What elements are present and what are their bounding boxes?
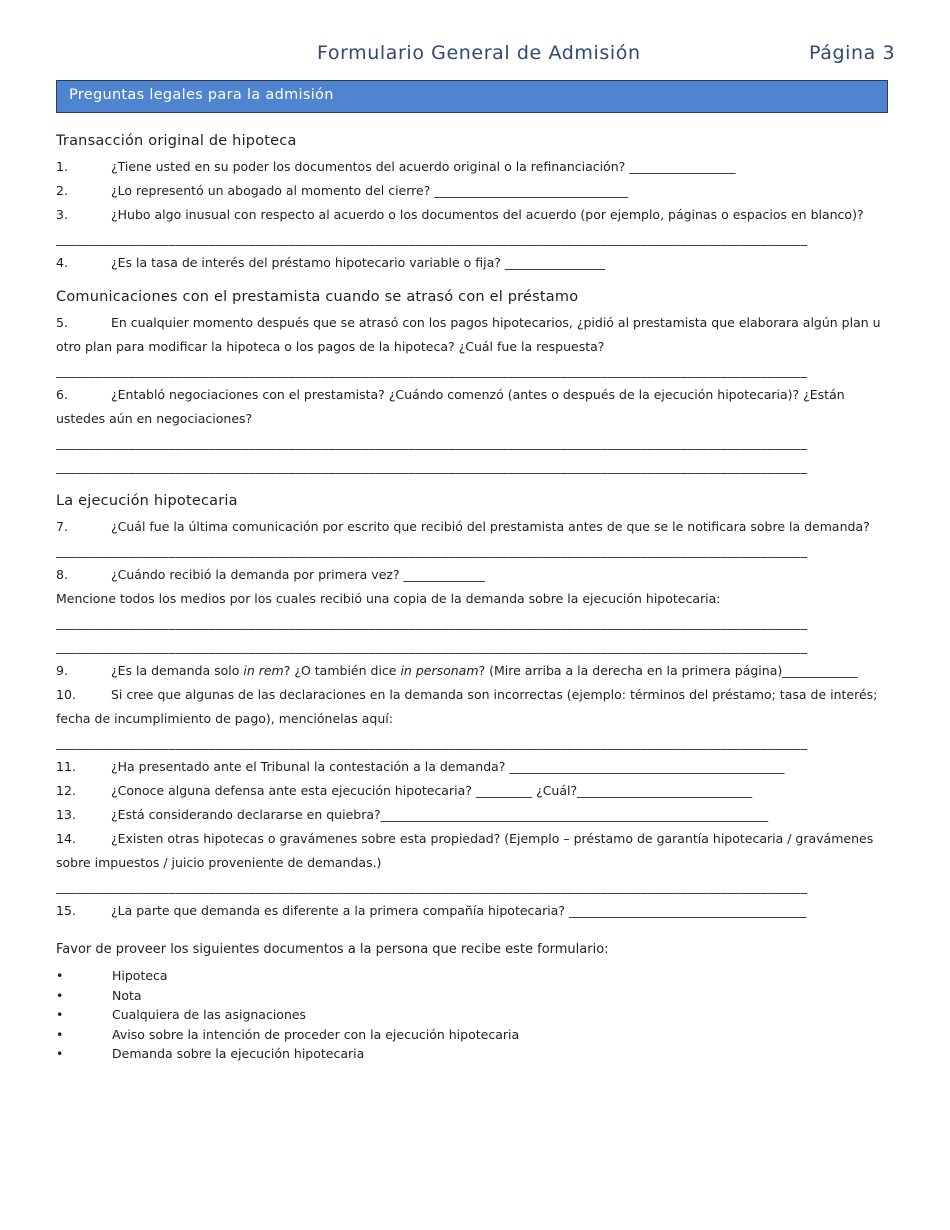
question-2[interactable]: [56, 179, 886, 203]
question-text: ¿Tiene usted en su poder los documentos del acuerdo original o la refinanciación? _________________: [111, 159, 736, 174]
form-content: [56, 130, 886, 1064]
question-number: 9.: [56, 663, 68, 678]
question-text: ¿Entabló negociaciones con el prestamista? ¿Cuándo comenzó (antes o después de la ejecución hipotecaria)? ¿Están ustedes aún en negociaciones?: [56, 387, 845, 426]
question-10[interactable]: [56, 683, 886, 731]
question-number: 5.: [56, 315, 68, 330]
section-heading-foreclosure: La ejecución hipotecaria: [56, 493, 238, 509]
bullet-icon: •: [56, 1046, 64, 1061]
question-9[interactable]: [56, 659, 886, 683]
answer-line[interactable]: _________________________________________________________________________________________________________________: [56, 435, 808, 450]
answer-line[interactable]: _________________________________________________________________________________________________________________: [56, 459, 808, 474]
question-number: 12.: [56, 783, 76, 798]
list-item: • Cualquiera de las asignaciones: [56, 1005, 886, 1025]
section-heading-original-transaction: Transacción original de hipoteca: [56, 133, 297, 149]
question-text: ¿Cuál fue la última comunicación por escrito que recibió del prestamista antes de que se le notificara sobre la demanda?: [111, 519, 870, 534]
question-text: En cualquier momento después que se atrasó con los pagos hipotecarios, ¿pidió al prestamista que elaborara algún plan u otro plan para modificar la hipoteca o los pagos de la hipoteca? ¿Cuál fue la respuesta?: [56, 315, 881, 354]
question-7[interactable]: [56, 515, 886, 539]
question-text: ¿Lo representó un abogado al momento del cierre? _______________________________: [111, 183, 629, 198]
question-3[interactable]: [56, 203, 886, 227]
bullet-icon: •: [56, 968, 64, 983]
question-text: ¿Es la demanda solo in rem? ¿O también dice in personam? (Mire arriba a la derecha en la primera página)____________: [111, 663, 858, 678]
question-13[interactable]: [56, 803, 886, 827]
question-11[interactable]: [56, 755, 886, 779]
question-number: 13.: [56, 807, 76, 822]
question-number: 11.: [56, 759, 76, 774]
bullet-icon: •: [56, 1026, 64, 1042]
question-4[interactable]: [56, 251, 886, 275]
question-14[interactable]: [56, 827, 886, 875]
question-text: ¿Existen otras hipotecas o gravámenes sobre esta propiedad? (Ejemplo – préstamo de garantía hipotecaria / gravámenes sobre impuestos / juicio proveniente de demandas.): [56, 831, 874, 870]
answer-line[interactable]: _________________________________________________________________________________________________________________: [56, 639, 808, 654]
list-item: • Hipoteca: [56, 966, 886, 986]
question-6[interactable]: [56, 383, 886, 431]
form-title: Formulario General de Admisión: [317, 42, 641, 64]
question-5[interactable]: [56, 311, 886, 359]
page-number: Página 3: [809, 42, 896, 64]
question-text: Si cree que algunas de las declaraciones en la demanda son incorrectas (ejemplo: términos del préstamo; tasa de interés; fecha de incumplimiento de pago), menciónelas aquí:: [56, 687, 878, 726]
question-number: 14.: [56, 831, 76, 846]
answer-line[interactable]: _________________________________________________________________________________________________________________: [56, 735, 808, 750]
answer-line[interactable]: _________________________________________________________________________________________________________________: [56, 363, 808, 378]
question-number: 15.: [56, 903, 76, 918]
question-text: ¿Hubo algo inusual con respecto al acuerdo o los documentos del acuerdo (por ejemplo, páginas o espacios en blanco)?: [111, 207, 864, 222]
answer-line[interactable]: _________________________________________________________________________________________________________________: [56, 879, 808, 894]
documents-list: [56, 966, 886, 1064]
question-number: 4.: [56, 255, 68, 270]
question-number: 3.: [56, 207, 68, 222]
question-text: ¿Cuándo recibió la demanda por primera vez? _____________: [111, 567, 485, 582]
question-8-followup: Mencione todos los medios por los cuales recibió una copia de la demanda sobre la ejecución hipotecaria:: [56, 591, 721, 606]
documents-intro: Favor de proveer los siguientes documentos a la persona que recibe este formulario:: [56, 942, 609, 957]
bullet-icon: •: [56, 1007, 64, 1022]
question-number: 7.: [56, 519, 68, 534]
section-heading-lender-communications: Comunicaciones con el prestamista cuando se atrasó con el préstamo: [56, 289, 579, 305]
question-number: 8.: [56, 567, 68, 582]
question-number: 1.: [56, 159, 68, 174]
answer-line[interactable]: _________________________________________________________________________________________________________________: [56, 543, 808, 558]
question-text: ¿Es la tasa de interés del préstamo hipotecario variable o fija? ________________: [111, 255, 605, 270]
section-banner: [56, 80, 888, 113]
question-number: 10.: [56, 687, 76, 702]
question-text: ¿Está considerando declararse en quiebra?______________________________________________________________: [111, 807, 769, 822]
question-8[interactable]: [56, 563, 886, 587]
term-in-personam: in personam: [400, 663, 479, 678]
question-text: ¿Conoce alguna defensa ante esta ejecución hipotecaria? _________ ¿Cuál?____________________________: [111, 783, 753, 798]
question-12[interactable]: [56, 779, 886, 803]
list-item: • Nota: [56, 986, 886, 1006]
answer-line[interactable]: _________________________________________________________________________________________________________________: [56, 231, 808, 246]
term-in-rem: in rem: [243, 663, 284, 678]
question-number: 2.: [56, 183, 68, 198]
bullet-icon: •: [56, 987, 64, 1003]
banner-label: Preguntas legales para la admisión: [69, 87, 334, 103]
list-item: • Demanda sobre la ejecución hipotecaria: [56, 1044, 886, 1064]
answer-line[interactable]: _________________________________________________________________________________________________________________: [56, 615, 808, 630]
question-1[interactable]: [56, 155, 886, 179]
question-15[interactable]: [56, 899, 886, 923]
question-text: ¿Ha presentado ante el Tribunal la contestación a la demanda? ____________________________________________: [111, 759, 785, 774]
list-item: • Aviso sobre la intención de proceder con la ejecución hipotecaria: [56, 1025, 886, 1045]
question-number: 6.: [56, 387, 68, 402]
question-text: ¿La parte que demanda es diferente a la primera compañía hipotecaria? ______________________________________: [111, 903, 807, 918]
